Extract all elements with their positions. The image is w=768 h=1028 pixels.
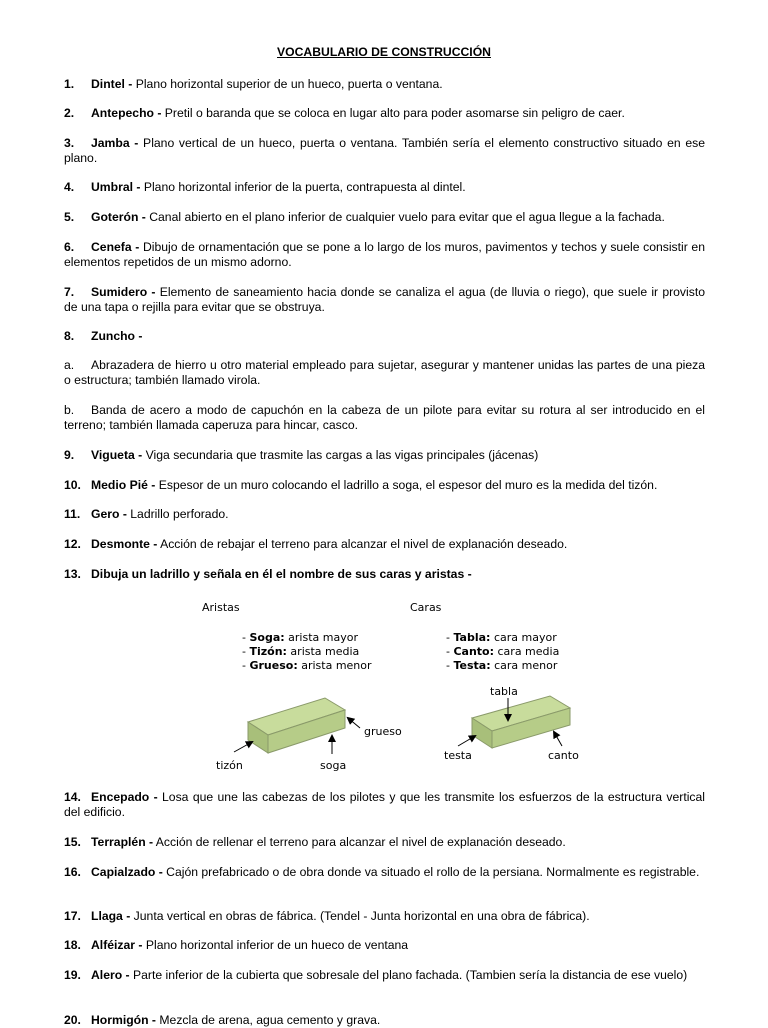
item-term: Terraplén - xyxy=(91,835,154,849)
item-number: 12. xyxy=(64,537,81,551)
item-number: 4. xyxy=(64,180,75,194)
item-definition: Cajón prefabricado o de obra donde va situado el rollo de la persiana. Normalmente es registrable. xyxy=(162,865,700,879)
cara-term: Tabla: xyxy=(453,631,491,644)
vocab-item-alero xyxy=(64,968,705,983)
arista-desc: arista menor xyxy=(297,659,372,672)
item-term: Zuncho - xyxy=(91,329,143,343)
vocab-item-encepado xyxy=(64,790,705,820)
item-number: 15. xyxy=(64,835,81,849)
sub-text: Abrazadera de hierro u otro material empleado para sujetar, asegurar y mantener unidas las partes de una pieza o estructura; también llamado virola. xyxy=(64,358,705,387)
cara-desc: cara mayor xyxy=(490,631,557,644)
item-term: Vigueta - xyxy=(91,448,143,462)
item-term: Dintel - xyxy=(91,77,133,91)
arrow-canto xyxy=(554,732,562,746)
vocab-item-vigueta xyxy=(64,448,705,463)
arista-grueso: - Grueso: arista menor xyxy=(242,659,372,672)
item-definition: Pretil o baranda que se coloca en lugar alto para poder asomarse sin peligro de caer. xyxy=(161,106,625,120)
item-definition: Parte inferior de la cubierta que sobresale del plano fachada. (Tambien sería la distancia de ese vuelo) xyxy=(129,968,688,982)
item-term: Cenefa - xyxy=(91,240,140,254)
item-definition: Dibujo de ornamentación que se pone a lo largo de los muros, pavimentos y techos y suele consistir en elementos repetidos de un mismo adorno. xyxy=(64,240,705,269)
vocab-item-desmonte xyxy=(64,537,705,552)
arrow-testa xyxy=(458,736,475,746)
cara-desc: cara menor xyxy=(490,659,558,672)
item-term: Hormigón - xyxy=(91,1013,156,1027)
vocab-item-medio-pie xyxy=(64,478,705,493)
vocab-item-sumidero xyxy=(64,285,705,315)
item-term: Gero - xyxy=(91,507,127,521)
item-term: Jamba - xyxy=(91,136,139,150)
item-term: Llaga - xyxy=(91,909,131,923)
vocab-item-dintel xyxy=(64,77,705,92)
item-number: 3. xyxy=(64,136,75,150)
arista-term: Tizón: xyxy=(249,645,287,658)
vocab-item-goteron xyxy=(64,210,705,225)
vocab-item-capialzado xyxy=(64,865,705,880)
item-number: 5. xyxy=(64,210,75,224)
vocab-item-ladrillo xyxy=(64,567,705,582)
vocab-item-antepecho xyxy=(64,106,705,121)
item-definition: Plano vertical de un hueco, puerta o ventana. También sería el elemento constructivo situado en ese plano. xyxy=(64,136,706,165)
page-title: VOCABULARIO DE CONSTRUCCIÓN xyxy=(277,45,491,59)
cara-term: Testa: xyxy=(453,659,491,672)
arista-tizon: - Tizón: arista media xyxy=(242,645,360,658)
item-number: 18. xyxy=(64,938,81,952)
item-term: Goterón - xyxy=(91,210,146,224)
cara-term: Canto: xyxy=(453,645,495,658)
item-term: Desmonte - xyxy=(91,537,158,551)
item-number: 9. xyxy=(64,448,75,462)
item-definition: Plano horizontal inferior de un hueco de ventana xyxy=(142,938,409,952)
item-term: Alero - xyxy=(91,968,130,982)
item-definition: Canal abierto en el plano inferior de cualquier vuelo para evitar que el agua llegue a la fachada. xyxy=(145,210,665,224)
item-definition: Elemento de saneamiento hacia donde se canaliza el agua (de lluvia o riego), que suele ir provisto de una tapa o rejilla para evitar que se obstruya. xyxy=(64,285,705,314)
zuncho-sub-a xyxy=(64,358,705,388)
vocab-item-hormigon xyxy=(64,1013,705,1028)
sub-letter: b. xyxy=(64,403,75,417)
item-term: Sumidero - xyxy=(91,285,156,299)
brick-drawings xyxy=(190,594,590,779)
zuncho-sub-b xyxy=(64,403,705,433)
caras-heading: Caras xyxy=(410,601,442,614)
brick-right xyxy=(458,696,570,748)
item-definition: Espesor de un muro colocando el ladrillo a soga, el espesor del muro es la medida del tizón. xyxy=(155,478,658,492)
item-term: Umbral - xyxy=(91,180,141,194)
item-definition: Mezcla de arena, agua cemento y grava. xyxy=(156,1013,381,1027)
arrow-grueso xyxy=(348,718,360,728)
sub-text: Banda de acero a modo de capuchón en la cabeza de un pilote para evitar su rotura al ser introducido en el terreno; también llamada caperuza para hincar, casco. xyxy=(64,403,705,432)
cara-tabla: - Tabla: cara mayor xyxy=(446,631,557,644)
vocab-item-llaga xyxy=(64,909,705,924)
item-number: 17. xyxy=(64,909,81,923)
item-term: Encepado - xyxy=(91,790,158,804)
label-tabla: tabla xyxy=(490,685,518,698)
item-definition: Acción de rellenar el terreno para alcanzar el nivel de explanación deseado. xyxy=(153,835,566,849)
label-soga: soga xyxy=(320,759,347,772)
item-definition: Plano horizontal inferior de la puerta, contrapuesta al dintel. xyxy=(140,180,466,194)
vocab-item-terraplen xyxy=(64,835,705,850)
vocab-item-zuncho xyxy=(64,329,705,344)
arista-term: Soga: xyxy=(249,631,285,644)
item-term: Antepecho - xyxy=(91,106,162,120)
arista-desc: arista media xyxy=(286,645,360,658)
vocab-item-gero xyxy=(64,507,705,522)
cara-desc: cara media xyxy=(494,645,560,658)
arrow-tizon xyxy=(234,742,252,752)
item-number: 16. xyxy=(64,865,81,879)
item-number: 1. xyxy=(64,77,75,91)
label-grueso: grueso xyxy=(364,725,402,738)
item-definition: Losa que une las cabezas de los pilotes y que les transmite los esfuerzos de la estructura vertical del edificio. xyxy=(64,790,706,819)
label-canto: canto xyxy=(548,749,579,762)
brick-figure xyxy=(190,594,590,779)
item-term: Alféizar - xyxy=(91,938,143,952)
item-number: 6. xyxy=(64,240,75,254)
item-definition: Plano horizontal superior de un hueco, puerta o ventana. xyxy=(132,77,443,91)
item-number: 7. xyxy=(64,285,75,299)
sub-letter: a. xyxy=(64,358,75,372)
cara-testa: - Testa: cara menor xyxy=(446,659,558,672)
brick-left xyxy=(234,698,360,754)
item-term: Dibuja un ladrillo y señala en él el nombre de sus caras y aristas - xyxy=(91,567,472,581)
item-number: 2. xyxy=(64,106,75,120)
label-tizon: tizón xyxy=(216,759,243,772)
item-number: 14. xyxy=(64,790,81,804)
vocab-item-alfeizar xyxy=(64,938,705,953)
aristas-heading: Aristas xyxy=(202,601,240,614)
item-number: 11. xyxy=(64,507,81,521)
item-definition: Junta vertical en obras de fábrica. (Tendel - Junta horizontal en una obra de fábrica). xyxy=(130,909,590,923)
item-number: 19. xyxy=(64,968,81,982)
item-number: 8. xyxy=(64,329,75,343)
arista-soga: - Soga: arista mayor xyxy=(242,631,358,644)
vocab-item-jamba xyxy=(64,136,705,166)
arista-term: Grueso: xyxy=(249,659,298,672)
item-definition: Ladrillo perforado. xyxy=(126,507,229,521)
label-testa: testa xyxy=(444,749,472,762)
item-number: 10. xyxy=(64,478,81,492)
cara-canto: - Canto: cara media xyxy=(446,645,560,658)
item-definition: Viga secundaria que trasmite las cargas a las vigas principales (jácenas) xyxy=(142,448,539,462)
item-number: 20. xyxy=(64,1013,81,1027)
item-term: Capialzado - xyxy=(91,865,163,879)
vocab-item-umbral xyxy=(64,180,705,195)
item-number: 13. xyxy=(64,567,81,581)
item-term: Medio Pié - xyxy=(91,478,156,492)
arista-desc: arista mayor xyxy=(284,631,358,644)
item-definition: Acción de rebajar el terreno para alcanzar el nivel de explanación deseado. xyxy=(157,537,568,551)
vocab-item-cenefa xyxy=(64,240,705,270)
